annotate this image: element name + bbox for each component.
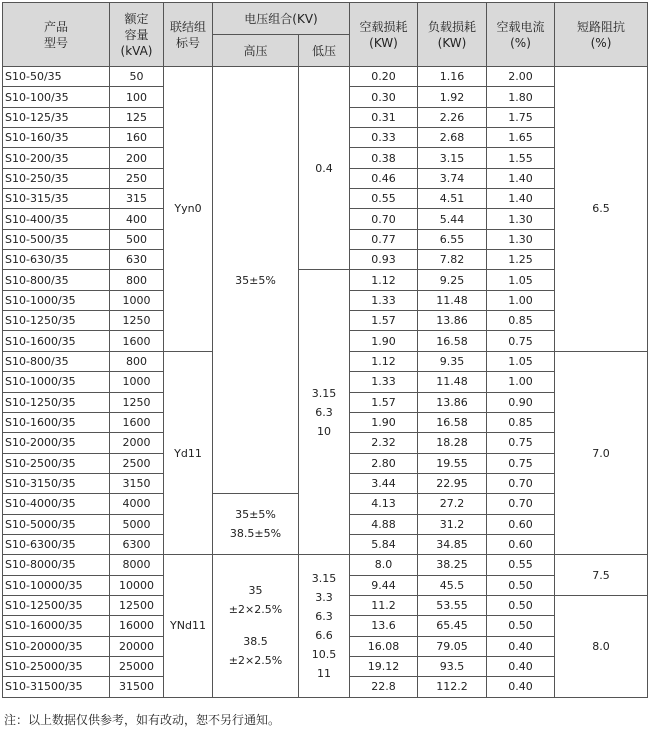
- capacity-cell: 31500: [110, 677, 164, 697]
- no-load-loss-cell: 22.8: [350, 677, 418, 697]
- no-load-current-cell: 0.85: [487, 311, 555, 331]
- header-impedance: 短路阻抗 (%): [555, 3, 648, 67]
- no-load-loss-cell: 0.70: [350, 209, 418, 229]
- header-hv: 高压: [213, 35, 299, 67]
- model-cell: S10-20000/35: [3, 636, 110, 656]
- no-load-loss-cell: 0.46: [350, 168, 418, 188]
- load-loss-cell: 9.35: [418, 351, 487, 371]
- header-no-load-loss: 空载损耗 (KW): [350, 3, 418, 67]
- no-load-current-cell: 1.00: [487, 372, 555, 392]
- load-loss-cell: 19.55: [418, 453, 487, 473]
- capacity-cell: 50: [110, 67, 164, 87]
- no-load-current-cell: 1.75: [487, 107, 555, 127]
- model-cell: S10-16000/35: [3, 616, 110, 636]
- no-load-current-cell: 1.30: [487, 229, 555, 249]
- no-load-loss-cell: 2.32: [350, 433, 418, 453]
- capacity-cell: 1600: [110, 331, 164, 351]
- capacity-cell: 100: [110, 87, 164, 107]
- no-load-current-cell: 0.60: [487, 534, 555, 554]
- load-loss-cell: 16.58: [418, 331, 487, 351]
- model-cell: S10-2000/35: [3, 433, 110, 453]
- no-load-loss-cell: 0.30: [350, 87, 418, 107]
- load-loss-cell: 2.26: [418, 107, 487, 127]
- capacity-cell: 160: [110, 128, 164, 148]
- load-loss-cell: 22.95: [418, 473, 487, 493]
- no-load-current-cell: 1.05: [487, 351, 555, 371]
- model-cell: S10-1600/35: [3, 412, 110, 432]
- no-load-current-cell: 0.60: [487, 514, 555, 534]
- impedance-cell: 7.5: [555, 555, 648, 596]
- model-cell: S10-4000/35: [3, 494, 110, 514]
- no-load-loss-cell: 0.55: [350, 189, 418, 209]
- model-cell: S10-6300/35: [3, 534, 110, 554]
- load-loss-cell: 1.16: [418, 67, 487, 87]
- model-cell: S10-800/35: [3, 351, 110, 371]
- capacity-cell: 1250: [110, 392, 164, 412]
- no-load-current-cell: 1.80: [487, 87, 555, 107]
- load-loss-cell: 45.5: [418, 575, 487, 595]
- lv-voltage-cell: 3.15 3.3 6.3 6.6 10.5 11: [299, 555, 350, 697]
- model-cell: S10-200/35: [3, 148, 110, 168]
- capacity-cell: 25000: [110, 656, 164, 676]
- vector-group-cell: Yd11: [164, 351, 213, 554]
- capacity-cell: 4000: [110, 494, 164, 514]
- header-load-loss: 负载损耗 (KW): [418, 3, 487, 67]
- no-load-current-cell: 1.40: [487, 189, 555, 209]
- no-load-current-cell: 0.50: [487, 616, 555, 636]
- header-capacity: 额定 容量 (kVA): [110, 3, 164, 67]
- capacity-cell: 200: [110, 148, 164, 168]
- no-load-loss-cell: 8.0: [350, 555, 418, 575]
- footnote: 注：以上数据仅供参考，如有改动，恕不另行通知。: [4, 713, 281, 727]
- capacity-cell: 250: [110, 168, 164, 188]
- model-cell: S10-630/35: [3, 250, 110, 270]
- load-loss-cell: 11.48: [418, 290, 487, 310]
- load-loss-cell: 31.2: [418, 514, 487, 534]
- capacity-cell: 1000: [110, 290, 164, 310]
- no-load-loss-cell: 1.33: [350, 290, 418, 310]
- model-cell: S10-1600/35: [3, 331, 110, 351]
- load-loss-cell: 53.55: [418, 595, 487, 615]
- no-load-current-cell: 0.50: [487, 575, 555, 595]
- no-load-loss-cell: 9.44: [350, 575, 418, 595]
- load-loss-cell: 18.28: [418, 433, 487, 453]
- header-voltage: 电压组合(KV): [213, 3, 350, 35]
- header-lv: 低压: [299, 35, 350, 67]
- no-load-current-cell: 1.30: [487, 209, 555, 229]
- header-model: 产品 型号: [3, 3, 110, 67]
- no-load-current-cell: 0.85: [487, 412, 555, 432]
- model-cell: S10-100/35: [3, 87, 110, 107]
- load-loss-cell: 11.48: [418, 372, 487, 392]
- no-load-loss-cell: 4.88: [350, 514, 418, 534]
- load-loss-cell: 1.92: [418, 87, 487, 107]
- no-load-loss-cell: 1.12: [350, 351, 418, 371]
- lv-voltage-cell: 3.15 6.3 10: [299, 270, 350, 555]
- capacity-cell: 125: [110, 107, 164, 127]
- model-cell: S10-2500/35: [3, 453, 110, 473]
- capacity-cell: 1600: [110, 412, 164, 432]
- load-loss-cell: 7.82: [418, 250, 487, 270]
- no-load-loss-cell: 2.80: [350, 453, 418, 473]
- load-loss-cell: 3.74: [418, 168, 487, 188]
- no-load-current-cell: 0.55: [487, 555, 555, 575]
- load-loss-cell: 4.51: [418, 189, 487, 209]
- model-cell: S10-1000/35: [3, 290, 110, 310]
- header-vector-group: 联结组 标号: [164, 3, 213, 67]
- table-row: [3, 270, 648, 290]
- load-loss-cell: 79.05: [418, 636, 487, 656]
- no-load-loss-cell: 1.90: [350, 412, 418, 432]
- capacity-cell: 1000: [110, 372, 164, 392]
- model-cell: S10-125/35: [3, 107, 110, 127]
- no-load-loss-cell: 1.57: [350, 311, 418, 331]
- model-cell: S10-400/35: [3, 209, 110, 229]
- capacity-cell: 8000: [110, 555, 164, 575]
- no-load-loss-cell: 1.90: [350, 331, 418, 351]
- lv-voltage-cell: 0.4: [299, 67, 350, 270]
- no-load-current-cell: 0.70: [487, 494, 555, 514]
- no-load-current-cell: 0.90: [487, 392, 555, 412]
- capacity-cell: 1250: [110, 311, 164, 331]
- vector-group-cell: Yyn0: [164, 67, 213, 352]
- no-load-loss-cell: 4.13: [350, 494, 418, 514]
- model-cell: S10-315/35: [3, 189, 110, 209]
- hv-voltage-cell: 35±5%: [213, 67, 299, 494]
- model-cell: S10-31500/35: [3, 677, 110, 697]
- load-loss-cell: 38.25: [418, 555, 487, 575]
- model-cell: S10-250/35: [3, 168, 110, 188]
- no-load-current-cell: 1.05: [487, 270, 555, 290]
- no-load-current-cell: 0.70: [487, 473, 555, 493]
- no-load-loss-cell: 1.33: [350, 372, 418, 392]
- load-loss-cell: 112.2: [418, 677, 487, 697]
- no-load-current-cell: 0.40: [487, 656, 555, 676]
- load-loss-cell: 13.86: [418, 311, 487, 331]
- model-cell: S10-500/35: [3, 229, 110, 249]
- model-cell: S10-5000/35: [3, 514, 110, 534]
- capacity-cell: 16000: [110, 616, 164, 636]
- no-load-current-cell: 0.75: [487, 453, 555, 473]
- model-cell: S10-800/35: [3, 270, 110, 290]
- capacity-cell: 10000: [110, 575, 164, 595]
- table-row: [3, 67, 648, 87]
- no-load-current-cell: 0.40: [487, 677, 555, 697]
- no-load-loss-cell: 19.12: [350, 656, 418, 676]
- no-load-current-cell: 1.40: [487, 168, 555, 188]
- load-loss-cell: 27.2: [418, 494, 487, 514]
- transformer-spec-table: [2, 2, 648, 698]
- load-loss-cell: 65.45: [418, 616, 487, 636]
- capacity-cell: 800: [110, 270, 164, 290]
- no-load-current-cell: 1.00: [487, 290, 555, 310]
- load-loss-cell: 34.85: [418, 534, 487, 554]
- model-cell: S10-160/35: [3, 128, 110, 148]
- load-loss-cell: 16.58: [418, 412, 487, 432]
- load-loss-cell: 13.86: [418, 392, 487, 412]
- capacity-cell: 20000: [110, 636, 164, 656]
- no-load-current-cell: 0.40: [487, 636, 555, 656]
- no-load-current-cell: 1.65: [487, 128, 555, 148]
- table-row: [3, 555, 648, 575]
- capacity-cell: 800: [110, 351, 164, 371]
- capacity-cell: 500: [110, 229, 164, 249]
- model-cell: S10-1250/35: [3, 311, 110, 331]
- model-cell: S10-25000/35: [3, 656, 110, 676]
- table-body: [3, 67, 648, 698]
- model-cell: S10-12500/35: [3, 595, 110, 615]
- no-load-current-cell: 2.00: [487, 67, 555, 87]
- model-cell: S10-10000/35: [3, 575, 110, 595]
- capacity-cell: 400: [110, 209, 164, 229]
- vector-group-cell: YNd11: [164, 555, 213, 697]
- no-load-loss-cell: 0.31: [350, 107, 418, 127]
- capacity-cell: 315: [110, 189, 164, 209]
- model-cell: S10-1250/35: [3, 392, 110, 412]
- no-load-loss-cell: 0.93: [350, 250, 418, 270]
- no-load-current-cell: 1.25: [487, 250, 555, 270]
- capacity-cell: 3150: [110, 473, 164, 493]
- capacity-cell: 6300: [110, 534, 164, 554]
- no-load-loss-cell: 0.33: [350, 128, 418, 148]
- impedance-cell: 6.5: [555, 67, 648, 352]
- model-cell: S10-3150/35: [3, 473, 110, 493]
- no-load-loss-cell: 0.20: [350, 67, 418, 87]
- no-load-loss-cell: 1.12: [350, 270, 418, 290]
- capacity-cell: 5000: [110, 514, 164, 534]
- no-load-loss-cell: 11.2: [350, 595, 418, 615]
- no-load-current-cell: 0.50: [487, 595, 555, 615]
- header-no-load-current: 空载电流 (%): [487, 3, 555, 67]
- load-loss-cell: 9.25: [418, 270, 487, 290]
- no-load-loss-cell: 1.57: [350, 392, 418, 412]
- load-loss-cell: 2.68: [418, 128, 487, 148]
- no-load-loss-cell: 5.84: [350, 534, 418, 554]
- impedance-cell: 7.0: [555, 351, 648, 554]
- capacity-cell: 2000: [110, 433, 164, 453]
- model-cell: S10-50/35: [3, 67, 110, 87]
- load-loss-cell: 6.55: [418, 229, 487, 249]
- no-load-loss-cell: 16.08: [350, 636, 418, 656]
- no-load-current-cell: 0.75: [487, 331, 555, 351]
- load-loss-cell: 93.5: [418, 656, 487, 676]
- no-load-loss-cell: 3.44: [350, 473, 418, 493]
- capacity-cell: 2500: [110, 453, 164, 473]
- capacity-cell: 630: [110, 250, 164, 270]
- no-load-loss-cell: 13.6: [350, 616, 418, 636]
- impedance-cell: 8.0: [555, 595, 648, 697]
- load-loss-cell: 5.44: [418, 209, 487, 229]
- no-load-loss-cell: 0.77: [350, 229, 418, 249]
- no-load-loss-cell: 0.38: [350, 148, 418, 168]
- hv-voltage-cell: 35±5% 38.5±5%: [213, 494, 299, 555]
- model-cell: S10-8000/35: [3, 555, 110, 575]
- no-load-current-cell: 1.55: [487, 148, 555, 168]
- load-loss-cell: 3.15: [418, 148, 487, 168]
- no-load-current-cell: 0.75: [487, 433, 555, 453]
- hv-voltage-cell: 35 ±2×2.5% 38.5 ±2×2.5%: [213, 555, 299, 697]
- capacity-cell: 12500: [110, 595, 164, 615]
- model-cell: S10-1000/35: [3, 372, 110, 392]
